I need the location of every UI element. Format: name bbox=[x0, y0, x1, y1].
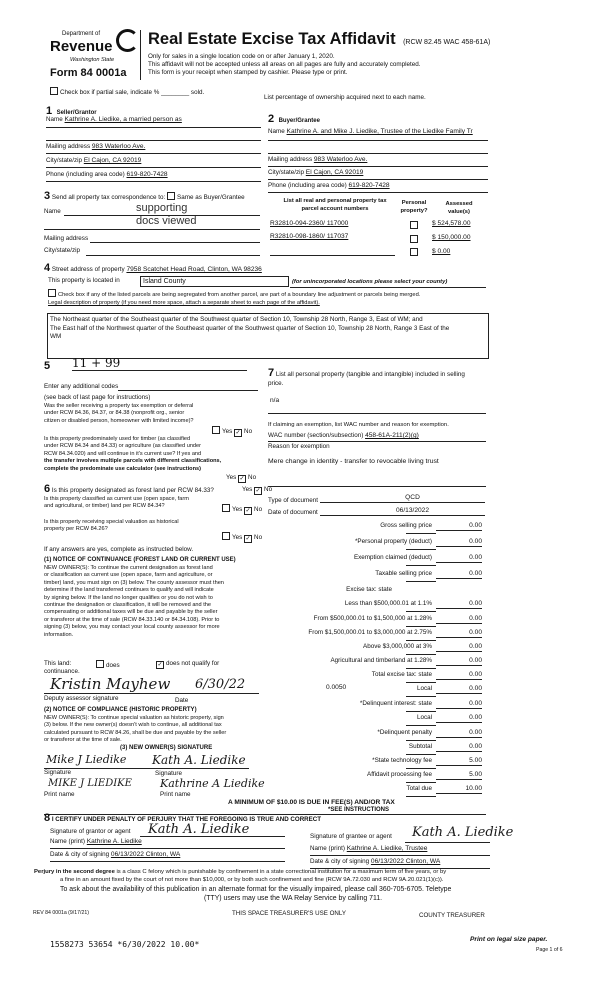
fee-value[interactable]: 0.00 bbox=[436, 685, 482, 694]
street-address-field[interactable]: 7958 Scatchet Head Road, Clinton, WA 98236 bbox=[126, 266, 262, 273]
treasurer-use-label: THIS SPACE TREASURER'S USE ONLY bbox=[232, 910, 346, 917]
fee-label: Taxable selling price bbox=[375, 570, 432, 577]
current-use-yes-checkbox[interactable] bbox=[222, 504, 230, 512]
instruction-line: This form is your receipt when stamped by cashier. Please type or print. bbox=[148, 69, 348, 76]
historic-no-checkbox[interactable]: ✓ bbox=[245, 536, 251, 542]
buyer-name-field[interactable]: Kathrine A. and Mike J. Liedike, Trustee of the Liedike Family Tr bbox=[286, 128, 473, 135]
fee-label: Excise tax: state bbox=[346, 586, 392, 593]
segregated-row: Check box if any of the listed parcels are being segregated from another parcel, are part of a boundary line adjustment or parcels being merged. bbox=[48, 289, 420, 299]
form-number: Form 84 0001a bbox=[50, 67, 127, 79]
historic-yes-checkbox[interactable] bbox=[222, 532, 230, 540]
title-row bbox=[148, 30, 490, 52]
timber-yes-no: Yes ✓ No bbox=[226, 474, 257, 482]
current-use-question: Is this property classified as current use (open space, farm and agricultural, or timber) land per RCW 84.34? bbox=[44, 496, 189, 510]
segregated-checkbox[interactable] bbox=[48, 289, 56, 297]
fee-row bbox=[260, 629, 482, 641]
print-name-label: Print name bbox=[160, 791, 191, 798]
owner-print-1: MIKE J LIEDIKE bbox=[48, 778, 132, 789]
document-date-field[interactable]: 06/13/2022 bbox=[320, 507, 485, 516]
fee-label: Exemption claimed (deduct) bbox=[353, 554, 432, 561]
print-name-label: Print name bbox=[44, 791, 75, 798]
seller-city-field[interactable]: El Cajon, CA 92019 bbox=[83, 157, 142, 164]
see-instructions: *SEE INSTRUCTIONS bbox=[328, 807, 390, 813]
fee-row bbox=[260, 538, 482, 550]
dept-label: Department of bbox=[62, 31, 101, 37]
timber-no-checkbox[interactable]: ✓ bbox=[239, 476, 245, 482]
fee-label: From $1,500,000.01 to $3,000,000 at 2.75% bbox=[308, 629, 432, 636]
fee-row bbox=[260, 586, 482, 598]
fee-label: Above $3,000,000 at 3% bbox=[363, 643, 432, 650]
county-treasurer-label: COUNTY TREASURER bbox=[419, 912, 485, 919]
fee-label: *Delinquent penalty bbox=[377, 729, 432, 736]
owner-signature-2: Kath A. Liedike bbox=[152, 753, 246, 767]
parcel-header: List all real and personal property tax parcel account numbers bbox=[283, 198, 387, 212]
fee-value[interactable]: 5.00 bbox=[436, 757, 482, 766]
buyer-phone-field[interactable]: 619-820-7428 bbox=[348, 182, 390, 189]
new-owner-signature-title: (3) NEW OWNER(S) SIGNATURE bbox=[120, 745, 213, 751]
grantor-name-field[interactable]: Kathrine A. Liedike bbox=[86, 838, 142, 845]
fee-value[interactable]: 0.00 bbox=[436, 714, 482, 723]
fee-label: Local bbox=[416, 714, 432, 721]
fee-row bbox=[260, 757, 482, 769]
does-not-qualify-checkbox[interactable]: ✓ bbox=[157, 662, 163, 668]
deputy-label: Deputy assessor signature bbox=[44, 695, 119, 702]
date-label: Date bbox=[175, 697, 189, 704]
this-land-label: This land: bbox=[44, 660, 72, 667]
local-rate: 0.0050 bbox=[326, 684, 347, 691]
revision-label: REV 84 0001a (9/17/21) bbox=[33, 910, 89, 916]
fee-label: Agricultural and timberland at 1.28% bbox=[330, 657, 432, 664]
corr-city-label: City/state/zip bbox=[44, 247, 81, 254]
county-select[interactable]: Island County bbox=[140, 276, 289, 287]
does-checkbox[interactable] bbox=[96, 660, 104, 668]
tty-note: (TTY) users may use the WA Relay Service by calling 711. bbox=[204, 895, 383, 902]
continuance-label: continuance. bbox=[44, 668, 80, 675]
grantor-date-field[interactable]: 06/13/2022 Clinton, WA bbox=[110, 851, 181, 858]
same-as-buyer-checkbox[interactable] bbox=[167, 192, 175, 200]
current-use-yes-no: Yes ✓ No bbox=[222, 504, 262, 515]
fee-value[interactable]: 0.00 bbox=[436, 643, 482, 652]
grantee-signature: Kath A. Liedike bbox=[412, 825, 514, 840]
fee-row bbox=[260, 554, 482, 566]
assessed-value[interactable]: $ 0.00 bbox=[432, 248, 451, 255]
buyer-heading: 2 Buyer/Grantee bbox=[268, 113, 320, 125]
alternate-format-note: To ask about the availability of this publication in an alternate format for the visually impaired, please call 360-705-6705. Teletype bbox=[60, 886, 452, 893]
fee-value[interactable]: 0.00 bbox=[436, 671, 482, 680]
partial-sale: Check box if partial sale, indicate % ________ sold. bbox=[50, 87, 204, 97]
sec5-number: 5 bbox=[44, 360, 51, 372]
personal-property-checkbox[interactable] bbox=[410, 221, 418, 229]
fee-value[interactable]: 5.00 bbox=[436, 771, 482, 780]
grantee-name-field[interactable]: Kathrine A. Liedike, Trustee bbox=[346, 845, 428, 852]
if-yes-note: If any answers are yes, complete as instructed below. bbox=[44, 546, 194, 553]
fee-row bbox=[260, 570, 482, 582]
signature-label: Signature bbox=[155, 770, 182, 777]
fee-label: Local bbox=[416, 685, 432, 692]
assessed-value[interactable]: $ 524,578.00 bbox=[432, 220, 471, 227]
fee-value[interactable]: 0.00 bbox=[436, 554, 482, 563]
grantor-signature: Kath A. Liedike bbox=[148, 822, 250, 837]
forest-question: 6 Is this property designated as forest land per RCW 84.33? bbox=[44, 483, 214, 495]
ownership-note: List percentage of ownership acquired next to each name. bbox=[264, 94, 426, 101]
owner-print-2: Kathrine A Liedike bbox=[160, 777, 265, 790]
fee-label: Subtotal bbox=[408, 743, 432, 750]
deputy-date: 6/30/22 bbox=[195, 677, 246, 692]
sec7-label: 7 List all personal property (tangible and intangible) included in selling bbox=[268, 367, 465, 379]
signature-label: Signature bbox=[44, 769, 71, 776]
fee-row bbox=[260, 657, 482, 669]
fee-label: Affidavit processing fee bbox=[367, 771, 432, 778]
fee-label: *Personal property (deduct) bbox=[354, 538, 432, 545]
corr-name-label: Name bbox=[44, 208, 61, 215]
parcel-number[interactable]: R32810-094-2360/ 117000 bbox=[270, 220, 349, 227]
seller-heading: 1 Seller/Grantor bbox=[46, 105, 97, 117]
fee-row bbox=[260, 522, 482, 534]
fee-value[interactable]: 0.00 bbox=[436, 743, 482, 752]
fee-row bbox=[260, 600, 482, 612]
fee-row bbox=[260, 729, 482, 741]
forest-yes-no: Yes ✓ No bbox=[242, 486, 273, 494]
partial-sale-checkbox[interactable] bbox=[50, 87, 58, 95]
state-label: Washington State bbox=[70, 57, 115, 63]
fee-value[interactable]: 10.00 bbox=[436, 785, 482, 794]
dor-logo-icon bbox=[116, 29, 139, 52]
reason-label: Reason for exemption bbox=[268, 443, 330, 450]
current-use-no-checkbox[interactable]: ✓ bbox=[245, 508, 251, 514]
fee-row bbox=[260, 615, 482, 627]
fee-value[interactable]: 0.00 bbox=[436, 522, 482, 531]
fee-row bbox=[260, 714, 482, 726]
fee-row bbox=[260, 643, 482, 655]
see-back-note: (see back of last page for instructions) bbox=[44, 394, 151, 401]
instruction-line: Only for sales in a single location code on or after January 1, 2020. bbox=[148, 53, 335, 60]
reason-field[interactable]: Mere change in identity - transfer to revocable living trust bbox=[268, 458, 439, 465]
fee-row bbox=[260, 671, 482, 683]
fee-value[interactable]: 0.00 bbox=[436, 570, 482, 579]
header-divider bbox=[140, 30, 141, 80]
page-title: Real Estate Excise Tax Affidavit bbox=[148, 30, 396, 48]
timber-question: Is this property predominately used for timber (as classified under RCW 84.34 and 84.33) or agriculture (as classified under RCW 84.34.020) and will continue in it's current use? If yes and the transfer involves multiple parcels with different classifications, complete the predominate use calculator (see instructions) bbox=[44, 436, 222, 472]
exemption-note: If claiming an exemption, list WAC number and reason for exemption. bbox=[268, 422, 449, 428]
notice-continuance-text: NEW OWNER(S): To continue the current designation as forest land or classification as current use (open space, farm and agriculture, or timber) land, you must sign on (3) below. The county assessor must then determine if the land transferred continues to qualify and will indicate by signing below. If the land no longer qualifies or you do not wish to continue the designation or classification, it will be removed and the compensating or additional taxes will be due and payable by the seller or transferor at the time of sale (RCW 84.33.140 or 84.34.108). Prior to signing (3) below, you may contact your local county assessor for more information. bbox=[44, 565, 224, 638]
document-type-field[interactable]: QCD bbox=[320, 494, 485, 503]
grantee-date-field[interactable]: 06/13/2022 Clinton, WA bbox=[370, 858, 441, 865]
page-number: Page 1 of 6 bbox=[536, 947, 563, 953]
legal-label: Legal description of property (if you need more space, attach a separate sheet to each page of the affidavit). bbox=[48, 300, 320, 306]
stamp-supporting: supporting bbox=[136, 202, 188, 214]
wac-number-field[interactable]: 458-61A-211(2)(g) bbox=[365, 432, 419, 439]
forest-no-checkbox[interactable]: ✓ bbox=[255, 488, 261, 494]
personal-property-header: Personal property? bbox=[400, 200, 428, 214]
exemption-question: Was the seller receiving a property tax exemption or deferral under RCW 84.36, 84.37, or 84.38 (nonprofit org., senior citizen or disabled person, homeowner with limited income)? bbox=[44, 403, 194, 424]
does-not-option: ✓ does not qualify for bbox=[157, 660, 220, 668]
notice-compliance-title: (2) NOTICE OF COMPLIANCE (HISTORIC PROPERTY) bbox=[44, 707, 197, 713]
fee-row bbox=[260, 700, 482, 712]
notice-continuance-title: (1) NOTICE OF CONTINUANCE (FOREST LAND OR CURRENT USE) bbox=[44, 557, 236, 563]
notice-compliance-text: NEW OWNER(S): To continue special valuation as historic property, sign (3) below. If the new owner(s) doesn't wish to continue, all additional tax calculated pursuant to RCW 84.26, shall be due and payable by the seller or transferor at the time of sale. bbox=[44, 715, 227, 744]
exemption-yes-no: Yes ✓ No bbox=[212, 426, 252, 437]
fee-label: Less than $500,000.01 at 1.1% bbox=[344, 600, 432, 607]
personal-property-field[interactable]: n/a bbox=[270, 397, 280, 404]
seller-phone-field[interactable]: 619-820-7428 bbox=[126, 171, 168, 178]
fee-row bbox=[260, 685, 482, 697]
legal-paper-note: Print on legal size paper. bbox=[470, 936, 548, 943]
sec7-label2: price. bbox=[268, 380, 284, 387]
receipt-stamp: 1558273 53654 *6/30/2022 10.00* bbox=[50, 940, 200, 949]
fee-row bbox=[260, 785, 482, 797]
revenue-logo-text: Revenue bbox=[50, 38, 113, 55]
assessed-value[interactable]: $ 150,000.00 bbox=[432, 234, 471, 241]
fee-label: Total excise tax: state bbox=[371, 671, 432, 678]
deputy-signature: Kristin Mayhew bbox=[50, 675, 171, 693]
seller-mail-field[interactable]: 983 Waterloo Ave. bbox=[91, 143, 146, 150]
parcel-number[interactable]: R32810-098-1860/ 117037 bbox=[270, 233, 349, 240]
minimum-due-note: A MINIMUM OF $10.00 IS DUE IN FEE(S) AND/OR TAX bbox=[228, 799, 395, 806]
instruction-line: This affidavit will not be accepted unless all areas on all pages are fully and accurately completed. bbox=[148, 61, 421, 68]
fee-row bbox=[260, 743, 482, 755]
legal-description-field[interactable]: The Northeast quarter of the Southeast quarter of the Southwest quarter of Section 10, Township 28 North, Range 3, East of WM; and The East half of the Northwest quarter of the Southeast quarter of the Southwest quarter of Section 10, Township 28 North, Range 3 East of the WM bbox=[47, 313, 489, 359]
fee-value[interactable]: 0.00 bbox=[436, 600, 482, 609]
fee-value[interactable]: 0.00 bbox=[436, 657, 482, 666]
seller-name-field[interactable]: Kathrine A. Liedike, a married person as bbox=[64, 116, 182, 123]
personal-property-checkbox[interactable] bbox=[410, 235, 418, 243]
fee-label: *Delinquent interest: state bbox=[359, 700, 432, 707]
fee-label: Gross selling price bbox=[380, 522, 432, 529]
assessed-value-header: Assessed value(s) bbox=[445, 201, 473, 215]
statute: (RCW 82.45 WAC 458-61A) bbox=[403, 39, 491, 46]
fee-value[interactable]: 0.00 bbox=[436, 615, 482, 624]
fee-label: Total due bbox=[406, 785, 432, 792]
personal-property-checkbox[interactable] bbox=[410, 248, 418, 256]
fee-value[interactable]: 0.00 bbox=[436, 700, 482, 709]
fee-value[interactable]: 0.00 bbox=[436, 538, 482, 547]
historic-question: Is this property receiving special valuation as historical property per RCW 84.26? bbox=[44, 519, 179, 533]
stamp-docs-viewed: docs viewed bbox=[136, 215, 197, 227]
perjury-notice-2: a fine in an amount fixed by the court of not more than $10,000, or by both such confinement and fine (RCW 9A.72.030 and RCW 9A.20.021(1)(c)). bbox=[60, 877, 444, 883]
fee-row bbox=[260, 771, 482, 783]
certification: 8 I CERTIFY UNDER PENALTY OF PERJURY THAT THE FOREGOING IS TRUE AND CORRECT bbox=[44, 812, 322, 824]
corr-mail-label: Mailing address bbox=[44, 235, 89, 242]
fee-label: *State technology fee bbox=[372, 757, 432, 764]
buyer-city-field[interactable]: El Cajon, CA 92019 bbox=[305, 169, 364, 176]
fee-label: From $500,000.01 to $1,500,000 at 1.28% bbox=[313, 615, 432, 622]
exemption-no-checkbox[interactable]: ✓ bbox=[235, 430, 241, 436]
historic-yes-no: Yes ✓ No bbox=[222, 532, 262, 543]
fee-value[interactable]: 0.00 bbox=[436, 629, 482, 638]
does-option: does bbox=[96, 660, 120, 670]
owner-signature-1: Mike J Liedike bbox=[46, 753, 127, 766]
buyer-mail-field[interactable]: 983 Waterloo Ave. bbox=[313, 156, 368, 163]
fee-value[interactable]: 0.00 bbox=[436, 729, 482, 738]
perjury-notice: Perjury in the second degree is a class C felony which is punishable by confinement in a state correctional institution for a maximum term of five years, or by bbox=[34, 869, 447, 875]
county-note: (for unincorporated locations please select your county) bbox=[292, 279, 448, 285]
location-code-field[interactable]: 11 + 99 bbox=[72, 357, 247, 371]
exemption-yes-checkbox[interactable] bbox=[212, 426, 220, 434]
